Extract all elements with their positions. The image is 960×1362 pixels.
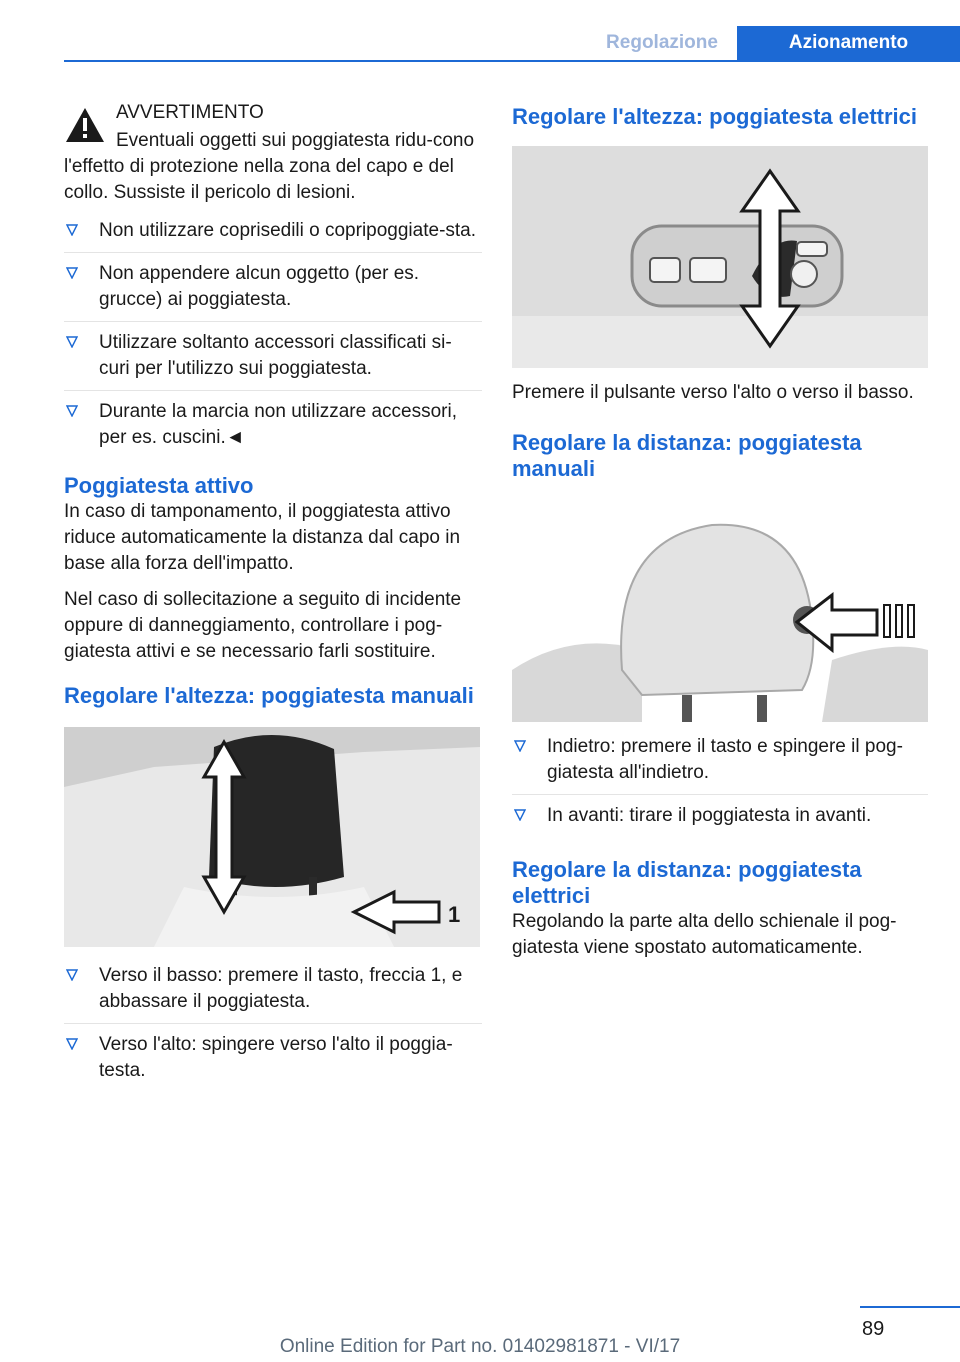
footer-rule <box>860 1306 960 1308</box>
list-item: Verso l'alto: spingere verso l'alto il poggia-testa. <box>64 1024 482 1092</box>
warning-block <box>64 100 482 206</box>
manual-height-list <box>64 955 482 1092</box>
header-chapter-label: Azionamento <box>737 26 960 60</box>
triangle-bullet-icon <box>66 336 78 348</box>
right-column <box>512 100 928 971</box>
list-item: Indietro: premere il tasto e spingere il pog-giatesta all'indietro. <box>512 726 928 795</box>
list-item: Non appendere alcun oggetto (per es. grucce) ai poggiatesta. <box>64 253 482 322</box>
warning-list <box>64 210 482 459</box>
list-item: Utilizzare soltanto accessori classificati si-curi per l'utilizzo sui poggiatesta. <box>64 322 482 391</box>
electric-height-illustration <box>512 146 928 368</box>
list-item: Non utilizzare coprisedili o copripoggiate-sta. <box>64 210 482 253</box>
header-rule <box>64 60 960 62</box>
active-headrest-text-1: In caso di tamponamento, il poggiatesta attivo riduce automaticamente la distanza dal capo in base alla forza dell'impatto. <box>64 501 461 574</box>
electric-distance-text: Regolando la parte alta dello schienale il pog-giatesta viene spostato automaticamente. <box>512 911 897 958</box>
warning-triangle-icon <box>64 106 106 144</box>
section-title-electric-distance: Regolare la distanza: poggiatesta elettrici <box>512 857 862 908</box>
section-title-active-headrest: Poggiatesta attivo <box>64 473 254 498</box>
triangle-bullet-icon <box>66 405 78 417</box>
triangle-bullet-icon <box>66 267 78 279</box>
left-column <box>64 100 482 1092</box>
section-title-electric-height: Regolare l'altezza: poggiatesta elettrici <box>512 104 918 129</box>
manual-distance-list <box>512 726 928 837</box>
triangle-bullet-icon <box>514 809 526 821</box>
header-section-label: Regolazione <box>606 32 718 53</box>
triangle-bullet-icon <box>514 740 526 752</box>
triangle-bullet-icon <box>66 969 78 981</box>
page-header <box>0 0 960 62</box>
warning-title: AVVERTIMENTO <box>116 102 264 123</box>
section-title-manual-distance: Regolare la distanza: poggiatesta manuali <box>512 430 862 481</box>
footer-edition: Online Edition for Part no. 01402981871 - VI/17 <box>279 1336 681 1357</box>
triangle-bullet-icon <box>66 1038 78 1050</box>
list-item: Verso il basso: premere il tasto, freccia 1, e abbassare il poggiatesta. <box>64 955 482 1024</box>
list-item: In avanti: tirare il poggiatesta in avanti. <box>512 795 928 837</box>
section-title-manual-height: Regolare l'altezza: poggiatesta manuali <box>64 683 474 708</box>
manual-height-illustration <box>64 727 480 947</box>
active-headrest-text-2: Nel caso di sollecitazione a seguito di incidente oppure di danneggiamento, controllare i pog-giatesta attivi e se necessario farli sostituire. <box>64 589 462 662</box>
triangle-bullet-icon <box>66 224 78 236</box>
warning-text: Eventuali oggetti sui poggiatesta ridu-cono l'effetto di protezione nella zona del capo e del collo. Sussiste il pericolo di lesioni. <box>64 130 475 203</box>
electric-height-text: Premere il pulsante verso l'alto o verso il basso. <box>512 382 914 403</box>
list-item: Durante la marcia non utilizzare accessori, per es. cuscini.◄ <box>64 391 482 459</box>
page-number: 89 <box>862 1318 885 1340</box>
manual-distance-illustration <box>512 500 928 722</box>
figure-marker-1: 1 <box>448 902 461 927</box>
